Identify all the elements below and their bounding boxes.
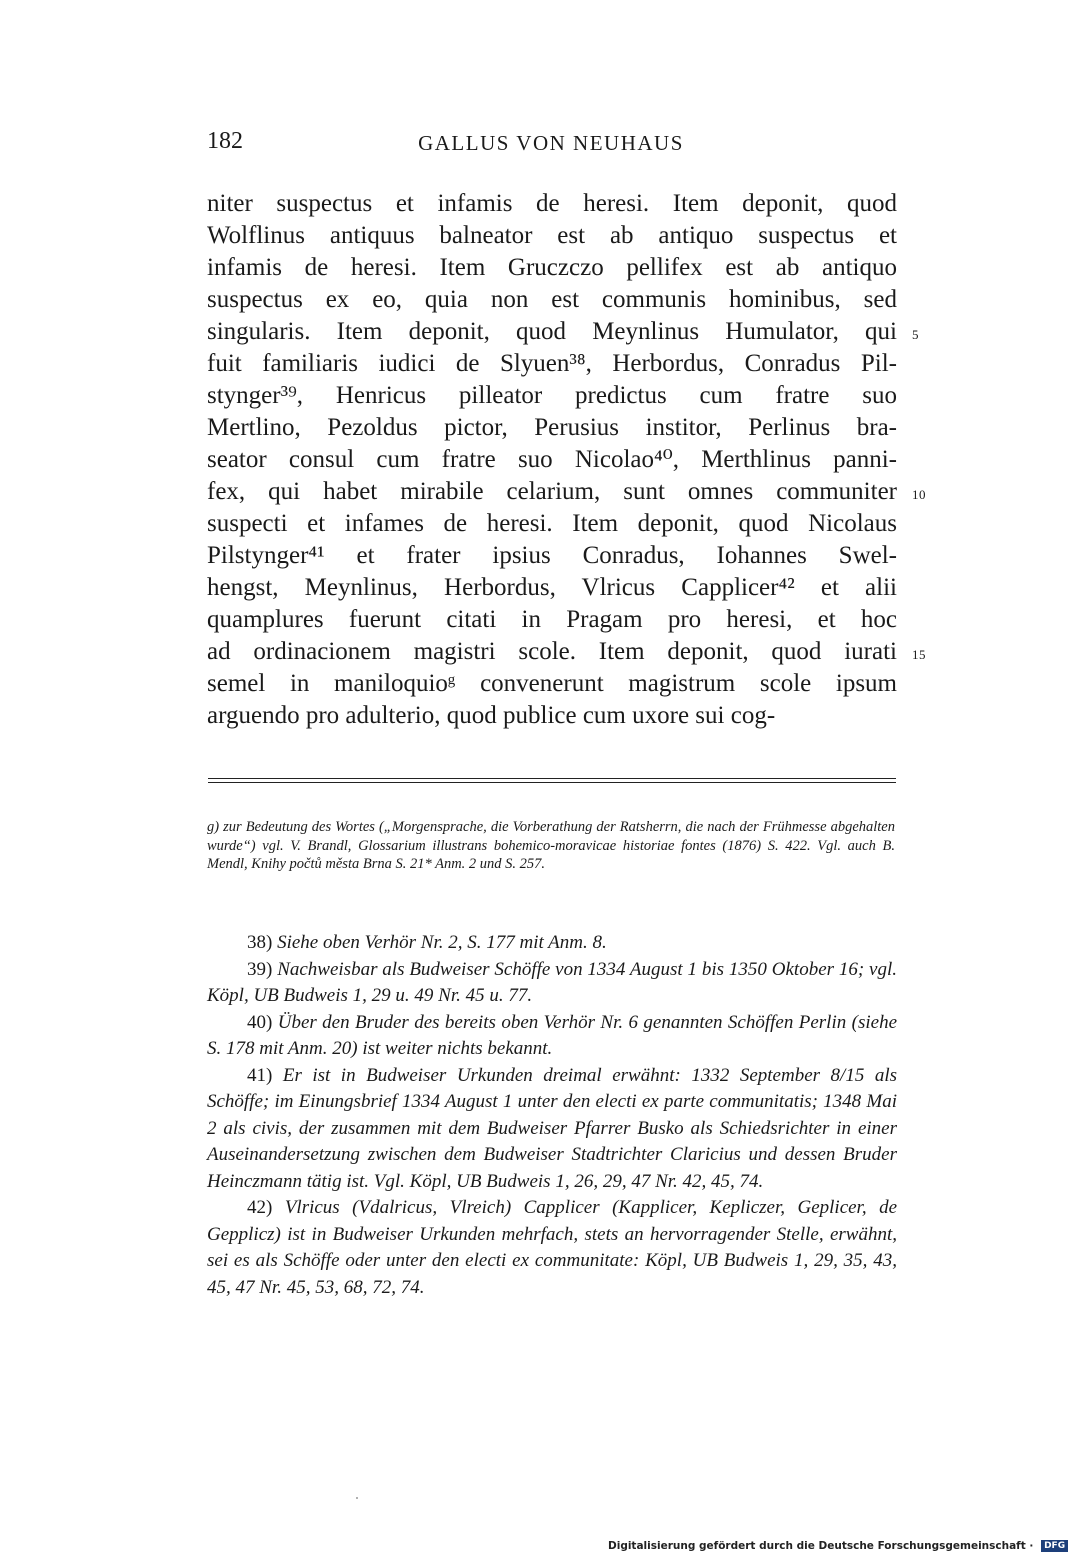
footnote-text: Siehe oben Verhör Nr. 2, S. 177 mit Anm. 8. — [277, 932, 607, 953]
line-number: 15 — [912, 647, 926, 662]
line-text: quamplures fuerunt citati in Pragam pro heresi, et hoc — [207, 606, 897, 633]
line-text: fex, qui habet mirabile celarium, sunt omnes communiter — [207, 478, 897, 505]
footnote — [207, 957, 897, 1010]
text-line — [207, 700, 897, 732]
line-text: niter suspectus et infamis de heresi. Item deponit, quod — [207, 190, 897, 217]
line-text: suspecti et infames de heresi. Item deponit, quod Nicolaus — [207, 510, 897, 537]
footnote — [207, 930, 897, 957]
text-line — [207, 412, 897, 444]
text-line — [207, 284, 897, 316]
text-line — [207, 572, 897, 604]
footnote-text: Er ist in Budweiser Urkunden dreimal erwähnt: 1332 September 8/15 als Schöffe; im Einungsbrief 1334 August 1 unter den electi ex parte communitatis; 1348 Mai 2 als civis, der zusammen mit dem Budweiser Pfarrer Busko als Schiedsrichter in einer Auseinandersetzung zwischen dem Budweiser Stadtrichter Claricius und dessen Bruder Heinczmann tätig ist. Vgl. Köpl, UB Budweis 1, 26, 29, 47 Nr. 42, 45, 74. — [207, 1064, 898, 1192]
digitization-credit — [608, 1540, 1066, 1556]
line-text: hengst, Meynlinus, Herbordus, Vlricus Capplicer⁴² et alii — [207, 574, 897, 601]
text-line — [207, 668, 897, 700]
credit-text: Digitalisierung gefördert durch die Deutsche Forschungsgemeinschaft · — [608, 1540, 1034, 1552]
line-number: 10 — [912, 487, 926, 502]
main-text — [207, 188, 926, 732]
line-text: arguendo pro adulterio, quod publice cum uxore sui cog- — [207, 702, 776, 729]
dfg-logo: DFG — [1041, 1540, 1068, 1552]
text-line — [207, 380, 897, 412]
footnote-rule — [208, 778, 896, 783]
scan-speck — [356, 1497, 358, 1499]
line-text: semel in maniloquioᵍ convenerunt magistrum scole ipsum — [207, 670, 897, 697]
footnote-text: Nachweisbar als Budweiser Schöffe von 1334 August 1 bis 1350 Oktober 16; vgl. Köpl, UB Budweis 1, 29 u. 49 Nr. 45 u. 77. — [207, 958, 898, 1006]
text-line — [207, 348, 897, 380]
footnote-number: 38) — [247, 932, 273, 953]
footnote — [207, 1010, 897, 1063]
footnote — [207, 1063, 897, 1196]
apparatus-note: g) zur Bedeutung des Wortes („Morgensprache, die Vorberathung der Ratsherrn, die nach der Frühmesse abgehalten wurde“) vgl. V. Brandl, Glossarium illustrans bohemico-moravicae historiae fontes (1876) S. 422. Vgl. auch B. Mendl, Knihy počtů města Brna S. 21* Anm. 2 und S. 257. — [207, 819, 895, 872]
footnote-number: 42) — [247, 1197, 273, 1218]
line-text: suspectus ex eo, quia non est communis hominibus, sed — [207, 286, 897, 313]
footnote-text: Vlricus (Vdalricus, Vlreich) Capplicer (Kapplicer, Kepliczer, Geplicer, de Gepplicz) ist in Budweiser Urkunden mehrfach, stets an hervorragender Stelle, erwähnt, sei es als Schöffe oder unter den electi ex communitate: Köpl, UB Budweis 1, 29, 35, 43, 45, 47 Nr. 45, 53, 68, 72, 74. — [207, 1197, 898, 1298]
line-text: singularis. Item deponit, quod Meynlinus Humulator, qui — [207, 318, 897, 345]
line-text: Pilstynger⁴¹ et frater ipsius Conradus, Iohannes Swel- — [207, 542, 897, 569]
text-line — [207, 508, 897, 540]
footnotes — [207, 930, 897, 1301]
footnote-number: 40) — [247, 1011, 273, 1033]
line-text: Wolflinus antiquus balneator est ab antiquo suspectus et — [207, 222, 897, 249]
line-text: infamis de heresi. Item Gruczczo pellifex est ab antiquo — [207, 254, 897, 281]
text-line — [207, 636, 926, 668]
text-line — [207, 540, 897, 572]
page-number: 182 — [207, 128, 243, 154]
footnote-number: 39) — [247, 958, 273, 980]
line-text: Mertlino, Pezoldus pictor, Perusius institor, Perlinus bra- — [207, 414, 897, 441]
footnote-number: 41) — [247, 1064, 273, 1086]
footnote — [207, 1195, 897, 1301]
running-title: GALLUS VON NEUHAUS — [418, 131, 684, 155]
text-line — [207, 252, 897, 284]
line-text: seator consul cum fratre suo Nicolao⁴⁰, Merthlinus panni- — [207, 446, 897, 473]
text-line — [207, 476, 926, 508]
page-header — [207, 128, 895, 162]
line-text: fuit familiaris iudici de Slyuen³⁸, Herbordus, Conradus Pil- — [207, 350, 897, 377]
text-line — [207, 188, 897, 220]
line-text: ad ordinacionem magistri scole. Item deponit, quod iurati — [207, 638, 897, 665]
text-line — [207, 444, 897, 476]
line-number: 5 — [912, 327, 919, 342]
text-line — [207, 316, 919, 348]
text-line — [207, 604, 897, 636]
text-line — [207, 220, 897, 252]
footnote-text: Über den Bruder des bereits oben Verhör Nr. 6 genannten Schöffen Perlin (siehe S. 178 mit Anm. 20) ist weiter nichts bekannt. — [207, 1011, 897, 1059]
line-text: stynger³⁹, Henricus pilleator predictus cum fratre suo — [207, 382, 897, 409]
